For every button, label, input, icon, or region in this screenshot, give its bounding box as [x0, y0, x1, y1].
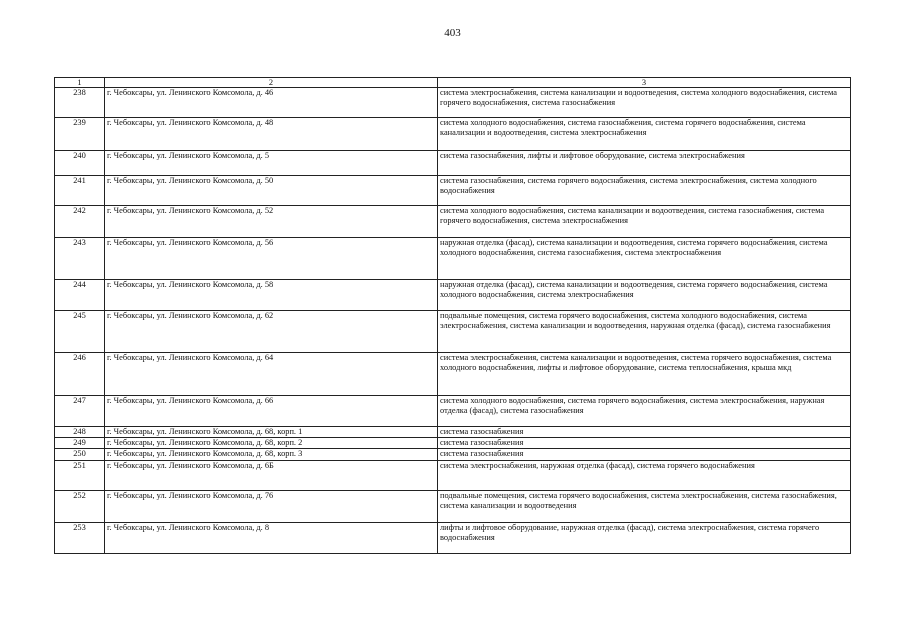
buildings-table [54, 77, 851, 554]
table-row [55, 311, 851, 353]
row-address: г. Чебоксары, ул. Ленинского Комсомола, д. 46 [105, 88, 438, 118]
row-number: 252 [55, 490, 105, 522]
row-address: г. Чебоксары, ул. Ленинского Комсомола, д. 64 [105, 353, 438, 396]
table-row [55, 427, 851, 438]
row-systems: система холодного водоснабжения, система горячего водоснабжения, система электроснабжения, наружная отделка (фасад), система газоснабжения [438, 396, 851, 427]
column-header-systems: 3 [438, 78, 851, 88]
row-systems: подвальные помещения, система горячего водоснабжения, система холодного водоснабжения, система электроснабжения, система канализации и водоотведения, наружная отделка (фасад), система газоснабжения [438, 311, 851, 353]
row-number: 238 [55, 88, 105, 118]
table-row [55, 176, 851, 206]
row-systems: наружная отделка (фасад), система канализации и водоотведения, система горячего водоснабжения, система холодного водоснабжения, система электроснабжения [438, 280, 851, 311]
table-header-row [55, 78, 851, 88]
row-number: 247 [55, 396, 105, 427]
table-row [55, 88, 851, 118]
row-number: 244 [55, 280, 105, 311]
row-number: 248 [55, 427, 105, 438]
table-row [55, 460, 851, 490]
row-number: 242 [55, 206, 105, 238]
row-address: г. Чебоксары, ул. Ленинского Комсомола, д. 68, корп. 3 [105, 449, 438, 460]
table-row [55, 206, 851, 238]
row-systems: система газоснабжения [438, 427, 851, 438]
table-row [55, 118, 851, 151]
row-address: г. Чебоксары, ул. Ленинского Комсомола, д. 58 [105, 280, 438, 311]
row-systems: система газоснабжения [438, 449, 851, 460]
row-systems: наружная отделка (фасад), система канализации и водоотведения, система горячего водоснабжения, система холодного водоснабжения, система газоснабжения, система электроснабжения [438, 238, 851, 280]
row-number: 243 [55, 238, 105, 280]
table-row [55, 238, 851, 280]
table-row [55, 151, 851, 176]
row-systems: система газоснабжения, система горячего водоснабжения, система электроснабжения, система холодного водоснабжения [438, 176, 851, 206]
row-systems: система газоснабжения, лифты и лифтовое оборудование, система электроснабжения [438, 151, 851, 176]
table-row [55, 522, 851, 553]
row-address: г. Чебоксары, ул. Ленинского Комсомола, д. 76 [105, 490, 438, 522]
table-row [55, 353, 851, 396]
row-address: г. Чебоксары, ул. Ленинского Комсомола, д. 50 [105, 176, 438, 206]
row-number: 251 [55, 460, 105, 490]
row-number: 245 [55, 311, 105, 353]
row-number: 241 [55, 176, 105, 206]
row-address: г. Чебоксары, ул. Ленинского Комсомола, д. 56 [105, 238, 438, 280]
row-address: г. Чебоксары, ул. Ленинского Комсомола, д. 48 [105, 118, 438, 151]
row-address: г. Чебоксары, ул. Ленинского Комсомола, д. 66 [105, 396, 438, 427]
row-systems: лифты и лифтовое оборудование, наружная отделка (фасад), система электроснабжения, система горячего водоснабжения [438, 522, 851, 553]
row-address: г. Чебоксары, ул. Ленинского Комсомола, д. 68, корп. 1 [105, 427, 438, 438]
row-number: 246 [55, 353, 105, 396]
table-row [55, 449, 851, 460]
table-row [55, 396, 851, 427]
row-address: г. Чебоксары, ул. Ленинского Комсомола, д. 5 [105, 151, 438, 176]
row-systems: система электроснабжения, система канализации и водоотведения, система горячего водоснабжения, система холодного водоснабжения, лифты и лифтовое оборудование, система теплоснабжения, крыша мкд [438, 353, 851, 396]
row-systems: система холодного водоснабжения, система канализации и водоотведения, система газоснабжения, система горячего водоснабжения, система электроснабжения [438, 206, 851, 238]
column-header-number: 1 [55, 78, 105, 88]
column-header-address: 2 [105, 78, 438, 88]
row-systems: система холодного водоснабжения, система газоснабжения, система горячего водоснабжения, система канализации и водоотведения, система электроснабжения [438, 118, 851, 151]
table-row [55, 490, 851, 522]
row-address: г. Чебоксары, ул. Ленинского Комсомола, д. 68, корп. 2 [105, 438, 438, 449]
row-number: 240 [55, 151, 105, 176]
row-number: 253 [55, 522, 105, 553]
page-number: 403 [444, 27, 461, 39]
row-number: 249 [55, 438, 105, 449]
row-address: г. Чебоксары, ул. Ленинского Комсомола, д. 62 [105, 311, 438, 353]
row-systems: подвальные помещения, система горячего водоснабжения, система электроснабжения, система газоснабжения, система канализации и водоотведения [438, 490, 851, 522]
row-systems: система электроснабжения, наружная отделка (фасад), система горячего водоснабжения [438, 460, 851, 490]
row-number: 239 [55, 118, 105, 151]
table-row [55, 280, 851, 311]
row-address: г. Чебоксары, ул. Ленинского Комсомола, д. 52 [105, 206, 438, 238]
table-row [55, 438, 851, 449]
row-address: г. Чебоксары, ул. Ленинского Комсомола, д. 8 [105, 522, 438, 553]
row-number: 250 [55, 449, 105, 460]
row-systems: система газоснабжения [438, 438, 851, 449]
row-systems: система электроснабжения, система канализации и водоотведения, система холодного водоснабжения, система горячего водоснабжения, система газоснабжения [438, 88, 851, 118]
row-address: г. Чебоксары, ул. Ленинского Комсомола, д. 6Б [105, 460, 438, 490]
